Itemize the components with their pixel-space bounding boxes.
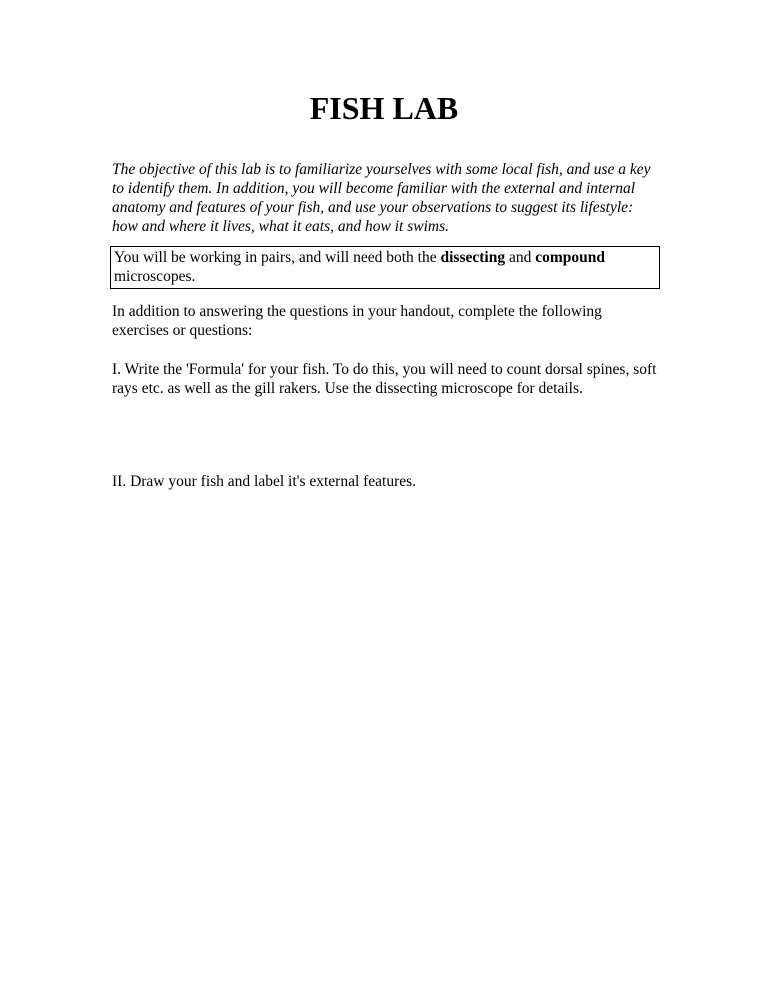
page-title: FISH LAB bbox=[309, 90, 459, 126]
notice-suffix: microscopes. bbox=[114, 268, 196, 285]
question-formula: I. Write the 'Formula' for your fish. To do this, you will need to count dorsal spines, soft rays etc. as well as the gill rakers. Use the dissecting microscope for details. bbox=[112, 361, 657, 397]
notice-box bbox=[110, 246, 660, 289]
notice-prefix: You will be working in pairs, and will need both the bbox=[114, 249, 441, 266]
objective-paragraph: The objective of this lab is to familiarize yourselves with some local fish, and use a key to identify them. In addition, you will become familiar with the external and internal anatomy and features of your fish, and use your observations to suggest its lifestyle: how and where it lives, what it eats, and how it swims. bbox=[112, 161, 651, 235]
intro-paragraph: In addition to answering the questions in your handout, complete the following exercises or questions: bbox=[112, 303, 602, 339]
notice-term-dissecting: dissecting bbox=[440, 249, 506, 266]
notice-term-compound: compound bbox=[535, 249, 605, 266]
notice-middle: and bbox=[505, 249, 536, 266]
question-draw-fish: II. Draw your fish and label it's external features. bbox=[112, 473, 417, 490]
